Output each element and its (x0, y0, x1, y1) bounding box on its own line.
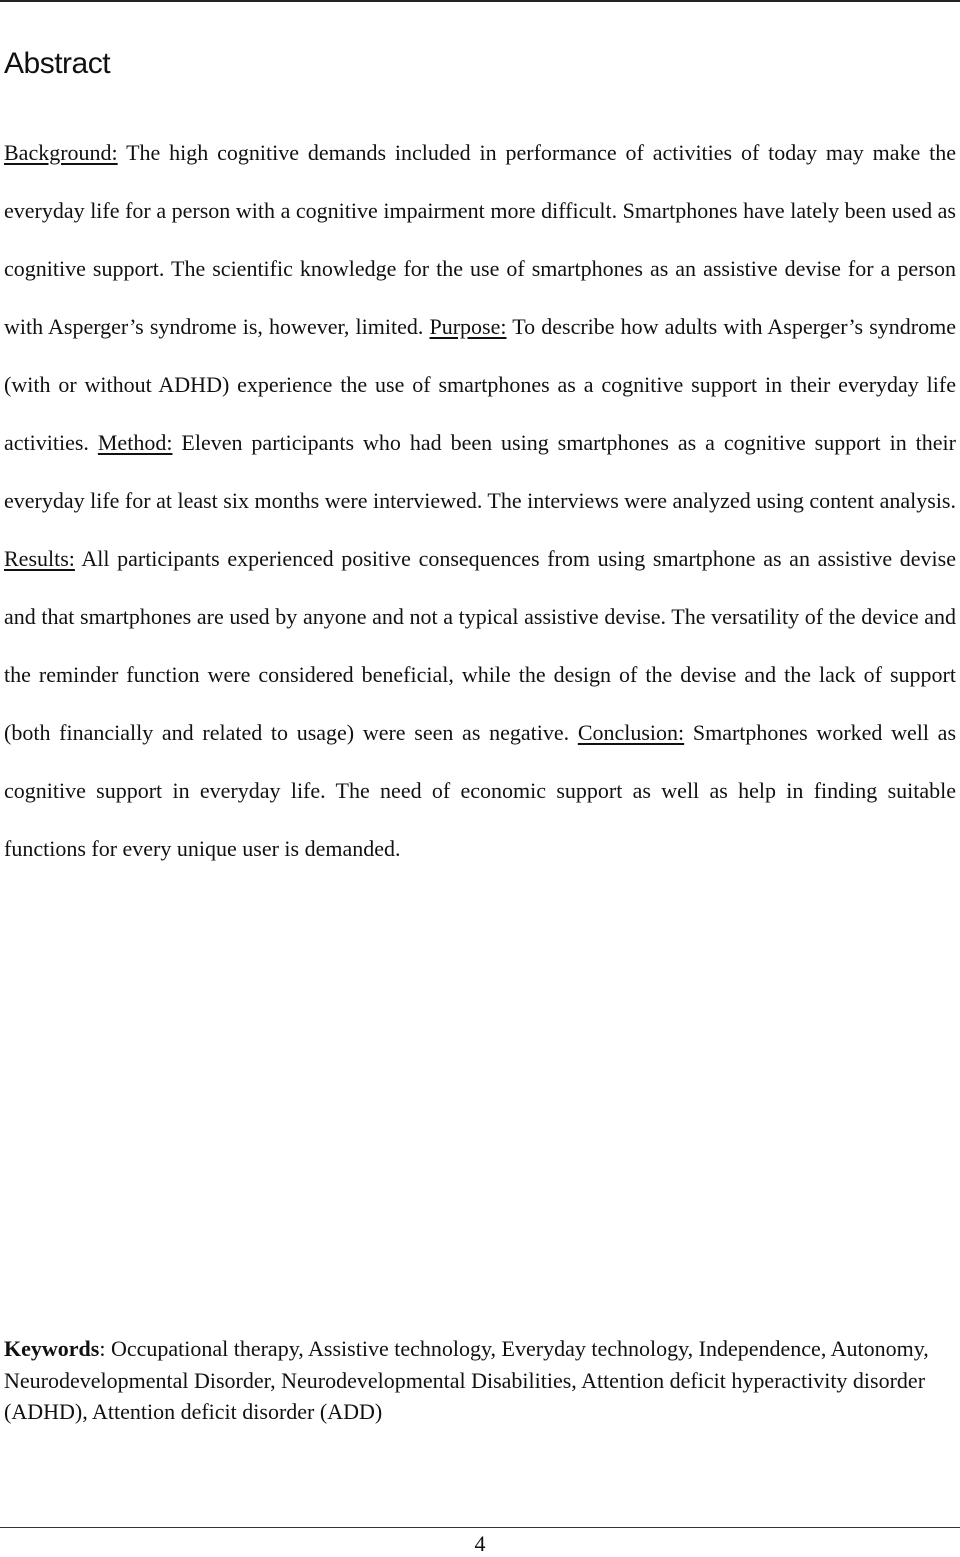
conclusion-label: Conclusion: (577, 720, 685, 745)
purpose-text: To describe how adults with Asperger’s syndrome (with or without ADHD) experience the use of smartphones as a cognitive support in their everyday life activities. (4, 314, 956, 455)
top-border-line (0, 0, 960, 2)
page-number: 4 (474, 1531, 486, 1556)
results-label: Results: (4, 546, 75, 571)
results-text: All participants experienced positive consequences from using smartphone as an assistive devise and that smartphones are used by anyone and not a typical assistive devise. The versatility of the device and the reminder function were considered beneficial, while the design of the devise and the lack of support (both financially and related to usage) were seen as negative. (4, 546, 956, 745)
method-label: Method: (97, 430, 173, 455)
section-heading: Abstract (4, 47, 111, 80)
keywords-label: Keywords (4, 1336, 100, 1361)
method-text: Eleven participants who had been using smartphones as a cognitive support in their everyday life for at least six months were interviewed. The interviews were analyzed using content analysis. (4, 430, 956, 513)
conclusion-text: Smartphones worked well as cognitive support in everyday life. The need of economic support as well as help in finding suitable functions for every unique user is demanded. (4, 720, 957, 861)
keywords-paragraph (4, 1333, 956, 1428)
background-text: The high cognitive demands included in performance of activities of today may make the everyday life for a person with a cognitive impairment more difficult. Smartphones have lately been used as cognitive support. The scientific knowledge for the use of smartphones as an assistive devise for a person with Asperger’s syndrome is, however, limited. (4, 140, 956, 339)
footer-divider (0, 1527, 960, 1528)
purpose-label: Purpose: (429, 314, 507, 339)
abstract-paragraph (4, 124, 956, 878)
keywords-text: : Occupational therapy, Assistive technology, Everyday technology, Independence, Autonomy, Neurodevelopmental Disorder, Neurodevelopmental Disabilities, Attention deficit hyperactivity disorder (ADHD), Attention deficit disorder (ADD) (4, 1336, 929, 1424)
background-label: Background: (4, 140, 118, 165)
